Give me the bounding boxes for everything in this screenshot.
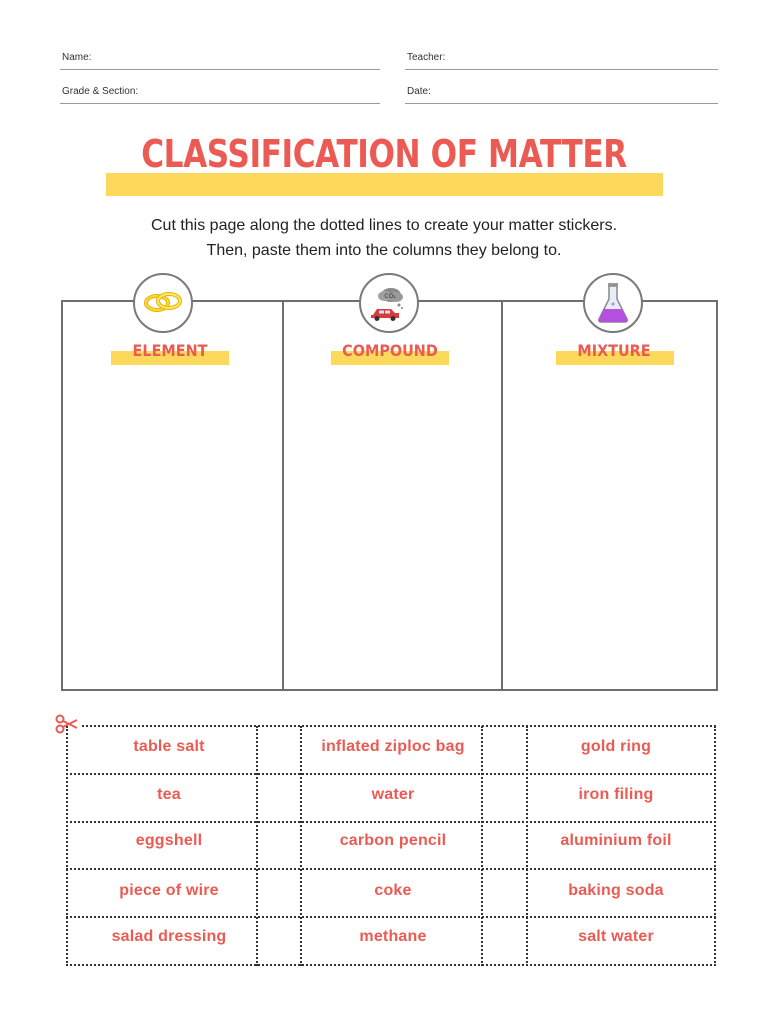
sticker[interactable]: salad dressing	[111, 928, 227, 945]
teacher-field[interactable]	[405, 50, 718, 70]
cut-line	[66, 773, 716, 775]
element-icon-circle	[133, 273, 193, 333]
teacher-label: Teacher:	[407, 52, 446, 63]
instructions-line-2: Then, paste them into the columns they belong to.	[206, 242, 562, 259]
svg-text:CO₂: CO₂	[384, 293, 396, 300]
name-label: Name:	[62, 52, 92, 63]
instructions-line-1: Cut this page along the dotted lines to create your matter stickers.	[150, 217, 618, 234]
mixture-icon-circle	[583, 273, 643, 333]
sticker[interactable]: tea	[157, 786, 181, 803]
column-divider	[501, 300, 503, 691]
date-label: Date:	[407, 86, 431, 97]
sticker[interactable]: table salt	[133, 738, 205, 755]
sticker[interactable]: coke	[374, 882, 412, 899]
gold-rings-icon	[135, 275, 191, 331]
sticker[interactable]: methane	[359, 928, 427, 945]
date-field[interactable]	[405, 84, 718, 104]
instructions	[0, 213, 768, 263]
sticker[interactable]: iron filing	[578, 786, 654, 803]
title-highlight	[106, 173, 663, 196]
sticker[interactable]: inflated ziploc bag	[321, 738, 465, 755]
flask-icon	[585, 275, 641, 331]
cut-line	[66, 868, 716, 870]
sticker[interactable]: baking soda	[568, 882, 664, 899]
sticker[interactable]: carbon pencil	[339, 832, 447, 849]
sticker[interactable]: piece of wire	[119, 882, 219, 899]
page-title: CLASSIFICATION OF MATTER	[141, 132, 627, 176]
column-heading-element: ELEMENT	[132, 341, 208, 360]
compound-icon-circle	[359, 273, 419, 333]
sticker[interactable]: water	[371, 786, 415, 803]
name-field[interactable]	[60, 50, 380, 70]
cut-line	[66, 821, 716, 823]
car-co2-icon	[361, 275, 417, 331]
grade-section-field[interactable]	[60, 84, 380, 104]
sticker[interactable]: gold ring	[580, 738, 652, 755]
cut-line	[66, 916, 716, 918]
sticker[interactable]: eggshell	[135, 832, 203, 849]
column-heading-mixture: MIXTURE	[577, 341, 651, 360]
sticker[interactable]: aluminium foil	[560, 832, 672, 849]
grade-section-label: Grade & Section:	[62, 86, 139, 97]
sticker[interactable]: salt water	[578, 928, 654, 945]
column-heading-compound: COMPOUND	[342, 341, 438, 360]
column-divider	[282, 300, 284, 691]
